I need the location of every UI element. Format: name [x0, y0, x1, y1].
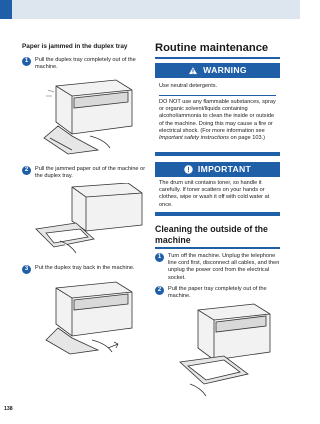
page-title: Routine maintenance [155, 42, 269, 54]
step-text: Pull the paper tray completely out of the machine. [168, 286, 267, 300]
chapter-tab [0, 0, 12, 19]
paper-tray-out-illustration [168, 302, 283, 398]
important-exclamation-icon [184, 165, 193, 174]
step-text: Put the duplex tray back in the machine. [35, 265, 135, 271]
jammed-paper-illustration [32, 183, 147, 255]
step-text: Turn off the machine. Unplug the telephone line cord first, disconnect all cables, and then unplug the power cord from the electrical socket. [168, 253, 280, 281]
important-label: IMPORTANT [197, 164, 252, 175]
warning-header [155, 63, 280, 78]
title-underline [155, 57, 280, 59]
step-text: Pull the jammed paper out of the machine or the duplex tray. [35, 166, 146, 180]
step-number: 3 [22, 265, 31, 274]
important-bottom-bar [155, 212, 280, 216]
warning-body: DO NOT use any flammable substances, spray or organic solvent/liquids containing alcohol/ammonia to clean the inside or outside of the machine. Doing this may cause a fire or electrical shock. (For more information see Important safety instructions on page 103.) [159, 99, 276, 142]
step-number: 1 [22, 57, 31, 66]
page-number: 138 [4, 406, 13, 412]
warning-bottom-bar [155, 152, 280, 156]
safety-link[interactable]: Important safety instructions [159, 135, 229, 142]
section-heading: Paper is jammed in the duplex tray [22, 43, 128, 50]
section-underline [155, 247, 280, 249]
step-number: 2 [155, 286, 164, 295]
step-number: 1 [155, 253, 164, 262]
important-header [155, 162, 280, 177]
important-text: The drum unit contains toner, so handle it carefully. If toner scatters on your hands or clothes, wipe or wash it off with cold water at once. [159, 180, 270, 208]
tray-reinsert-illustration [28, 278, 148, 358]
warning-triangle-icon [188, 66, 198, 75]
page-header-bar [0, 0, 300, 19]
section-title: Cleaning the outside of the machine [155, 224, 268, 245]
warning-separator [159, 95, 276, 96]
warning-line1: Use neutral detergents. [159, 83, 218, 89]
warning-label: WARNING [203, 65, 247, 76]
step-number: 2 [22, 166, 31, 175]
printer-tray-out-illustration [28, 76, 148, 156]
step-text: Pull the duplex tray completely out of the machine. [35, 57, 136, 71]
